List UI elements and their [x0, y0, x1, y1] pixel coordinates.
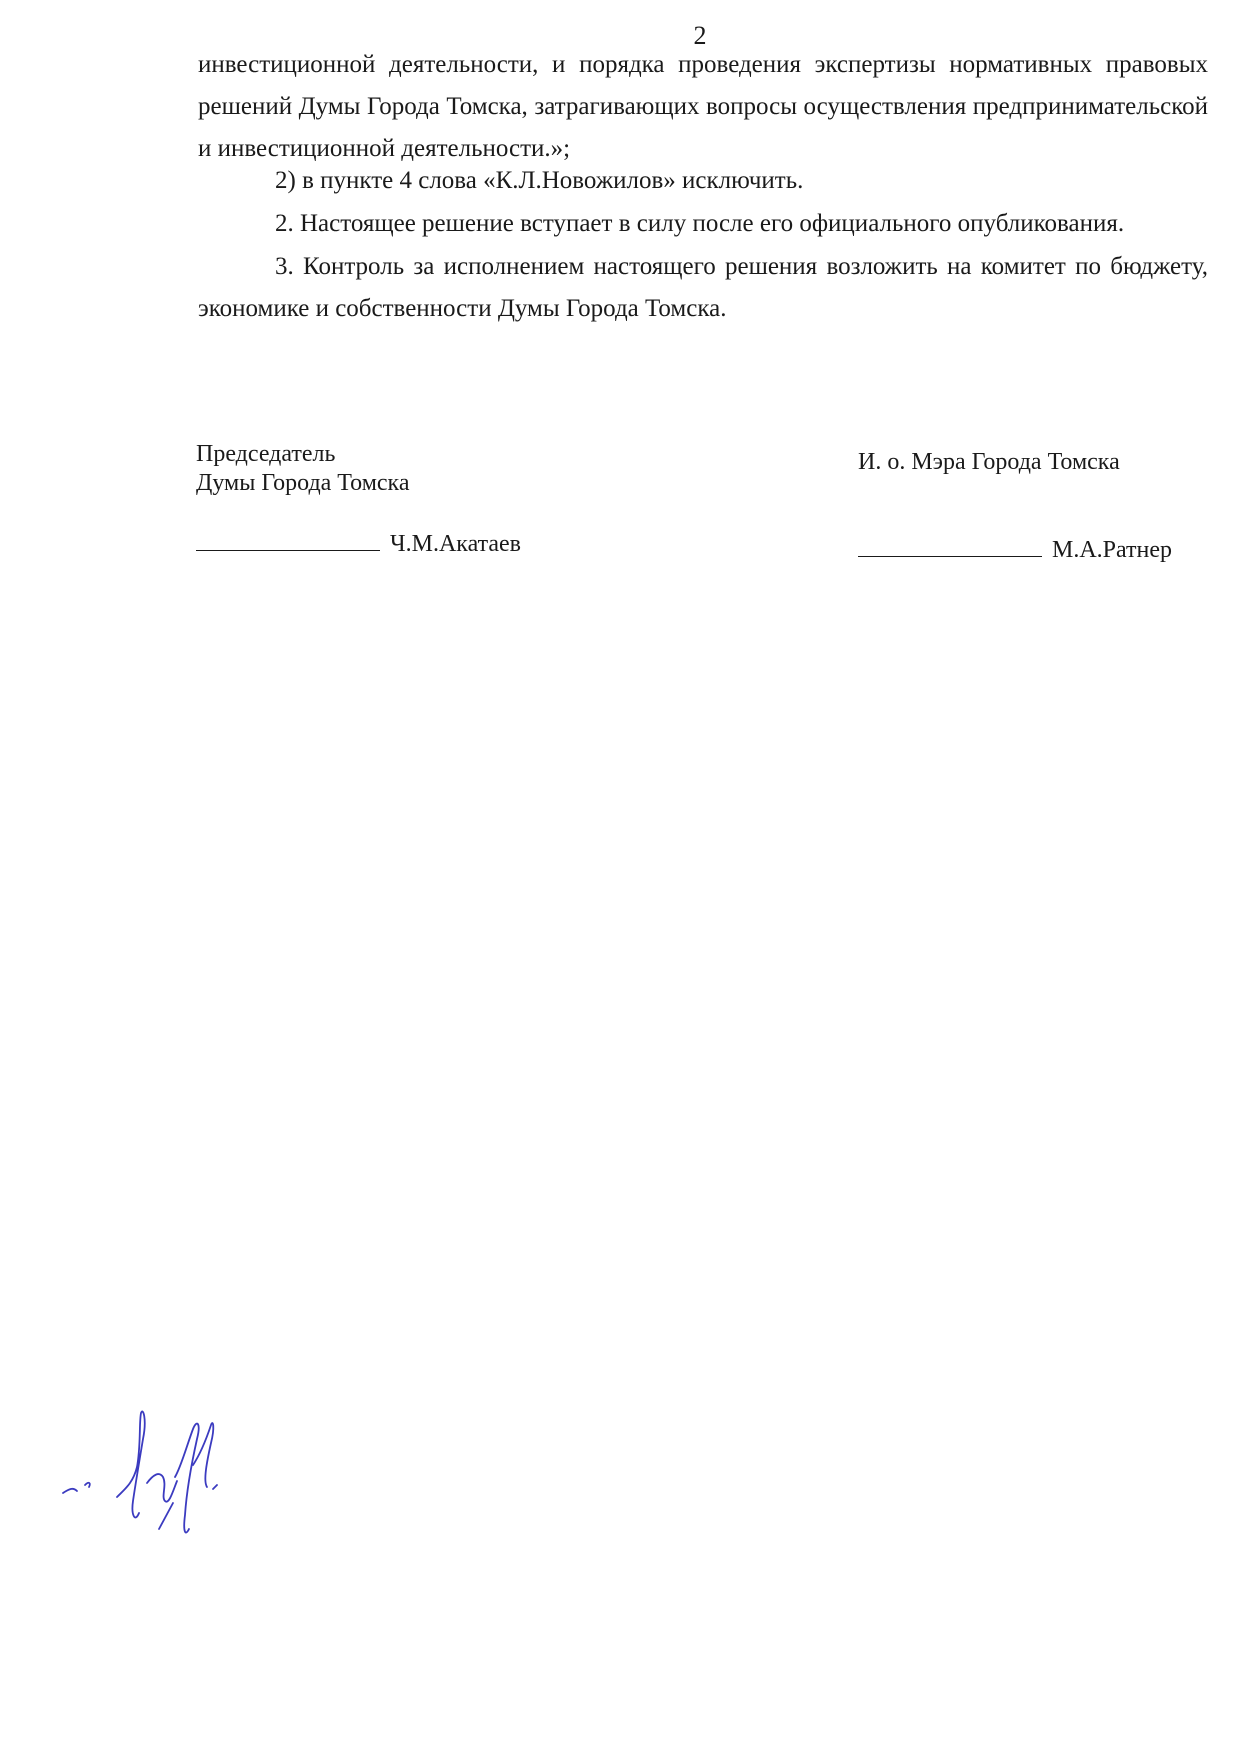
mayor-name: М.А.Ратнер [1052, 537, 1173, 563]
chairman-signature-row [196, 530, 521, 559]
handwritten-initials-signature [55, 1405, 235, 1545]
signature-stroke-7 [159, 1503, 173, 1529]
mayor-signature-line [858, 556, 1042, 557]
signature-block-chairman [196, 440, 410, 498]
chairman-title-line2: Думы Города Томска [196, 470, 410, 496]
signature-stroke-1 [63, 1489, 77, 1493]
page-number: 2 [693, 21, 707, 50]
mayor-title: И. о. Мэра Города Томска [858, 449, 1120, 475]
signature-stroke-4 [147, 1474, 177, 1502]
paragraph-continuation: инвестиционной деятельности, и порядка проведения экспертизы нормативных правовых решений Думы Города Томска, затрагивающих вопросы осуществления предпринимательской и инвестиционной деятельности.»; [198, 51, 1208, 162]
signature-stroke-3 [117, 1411, 145, 1517]
chairman-signature-line [196, 550, 380, 551]
signature-stroke-5 [175, 1424, 199, 1533]
signature-stroke-6 [193, 1423, 213, 1487]
signature-stroke-8 [213, 1485, 217, 1489]
signature-block-mayor [858, 448, 1120, 477]
paragraph-control: 3. Контроль за исполнением настоящего решения возложить на комитет по бюджету, экономике и собственности Думы Города Томска. [198, 253, 1208, 322]
chairman-name: Ч.М.Акатаев [390, 531, 522, 557]
chairman-title-line1: Председатель [196, 441, 336, 467]
paragraph-effective-date: 2. Настоящее решение вступает в силу после его официального опубликования. [275, 210, 1125, 237]
signature-stroke-2 [85, 1483, 90, 1487]
mayor-signature-row [858, 536, 1172, 565]
paragraph-item-2: 2) в пункте 4 слова «К.Л.Новожилов» исключить. [275, 167, 804, 194]
